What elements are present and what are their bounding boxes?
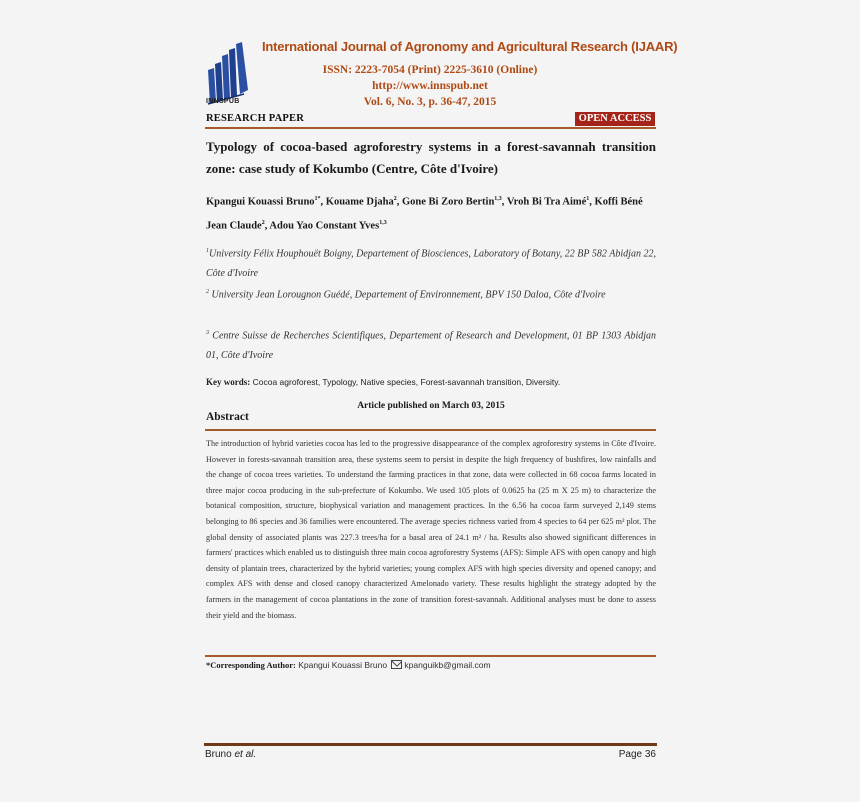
author: Kouame Djaha (325, 196, 394, 208)
running-author: Bruno et al. (205, 749, 257, 760)
corresponding-email[interactable]: kpanguikb@gmail.com (404, 660, 491, 670)
logo-text: INNSPUB (206, 98, 240, 105)
keywords-label: Key words: (206, 377, 251, 387)
article-type: RESEARCH PAPER (206, 113, 304, 124)
publication-date: Article published on March 03, 2015 (357, 401, 505, 411)
affiliation: $^3$ Centre Suisse de Recherches Scientifiques, Departement of Research and Development, 01 BP 1303 Abidjan 01, Côte d'Ivoire (206, 330, 656, 362)
keywords (206, 377, 656, 387)
author-list: Kpangui Kouassi Bruno$^{1*}$, Kouame Djaha$^2$, Gone Bi Zoro Bertin$^{1,3}$, Vroh Bi Tra Aimé$^1$, Koffi Béné Jean Claude$^2$, Adou Yao Constant Yves$^{1,3}$ (206, 196, 643, 231)
affiliation: $^1$University Félix Houphouët Boigny, Departement of Biosciences, Laboratory of Botany, 22 BP 582 Abidjan 22, Côte d'Ivoire (206, 248, 656, 280)
footer-divider (204, 743, 657, 746)
corresponding-author (206, 660, 656, 670)
author: Gone Bi Zoro Bertin (402, 196, 495, 208)
keywords-text: Cocoa agroforest, Typology, Native species, Forest-savannah transition, Diversity. (252, 377, 561, 387)
abstract-text: The introduction of hybrid varieties cocoa has led to the progressive disappearance of the complex agroforestry systems in Côte d'Ivoire. However in forests-savannah transition area, these systems seem to persist in despite the high frequency of bushfires, low rainfalls and the change of cocoa trees varieties. To understand the farming practices in that zone, data were collected in 68 cocoa farms located in three major cocoa producing in the sub-prefecture of Kokumbo. We used 105 plots of 0.0625 ha (25 m X 25 m) to characterize the botanical composition, structure, biophysical variation and management practices. In the 6.56 ha cocoa farm surveyed 2,149 stems belonging to 86 species and 36 families were encountered. The average species richness varied from 4 species to 64 per 625 m² plot. The global density of associated plants was 227.3 trees/ha for a basal area of 24.1 m² / ha. Results also showed significant differences in farmers' practices which enabled us to distinguish three main cocoa agroforestry Systems (AFS): Simple AFS with open canopy and high density of plantain trees, characterized by the hybrid varieties; young complex AFS with high species diversity and opened canopy; and complex AFS with dense and closed canopy characterized Amelonado variety. These results highlight the strategy adopted by the farmers in the management of cocoa plantations in the zone of transition forest-savannah. Additional analyses must be done to assess their yield and the biomass. (206, 439, 656, 620)
author: Vroh Bi Tra Aimé (506, 196, 587, 208)
volume-info: Vol. 6, No. 3, p. 36-47, 2015 (363, 96, 497, 108)
open-access-badge: OPEN ACCESS (575, 112, 655, 126)
corresponding-name: Kpangui Kouassi Bruno (298, 660, 388, 670)
corresponding-label: *Corresponding Author: (206, 660, 296, 670)
abstract-divider (205, 429, 656, 431)
article-title: Typology of cocoa-based agroforestry systems in a forest-savannah transition zone: case study of Kokumbo (Centre, Côte d'Ivoire) (206, 139, 656, 176)
abstract-end-divider (205, 655, 656, 657)
abstract-heading: Abstract (206, 411, 249, 423)
issn: ISSN: 2223-7054 (Print) 2225-3610 (Online) (322, 64, 538, 76)
author: Koffi Béné Jean Claude (206, 196, 643, 231)
journal-title: International Journal of Agronomy and Agricultural Research (IJAAR) (262, 39, 678, 54)
author: Kpangui Kouassi Bruno (206, 196, 315, 208)
header-divider (205, 127, 656, 129)
page-number: Page 36 (618, 749, 656, 760)
email-icon (391, 660, 402, 669)
journal-url[interactable]: http://www.innspub.net (372, 80, 488, 92)
affiliation: $^2$ University Jean Lorougnon Guédé, Departement of Environnement, BPV 150 Daloa, Côte d'Ivoire (206, 289, 606, 301)
author: Adou Yao Constant Yves (269, 220, 380, 231)
